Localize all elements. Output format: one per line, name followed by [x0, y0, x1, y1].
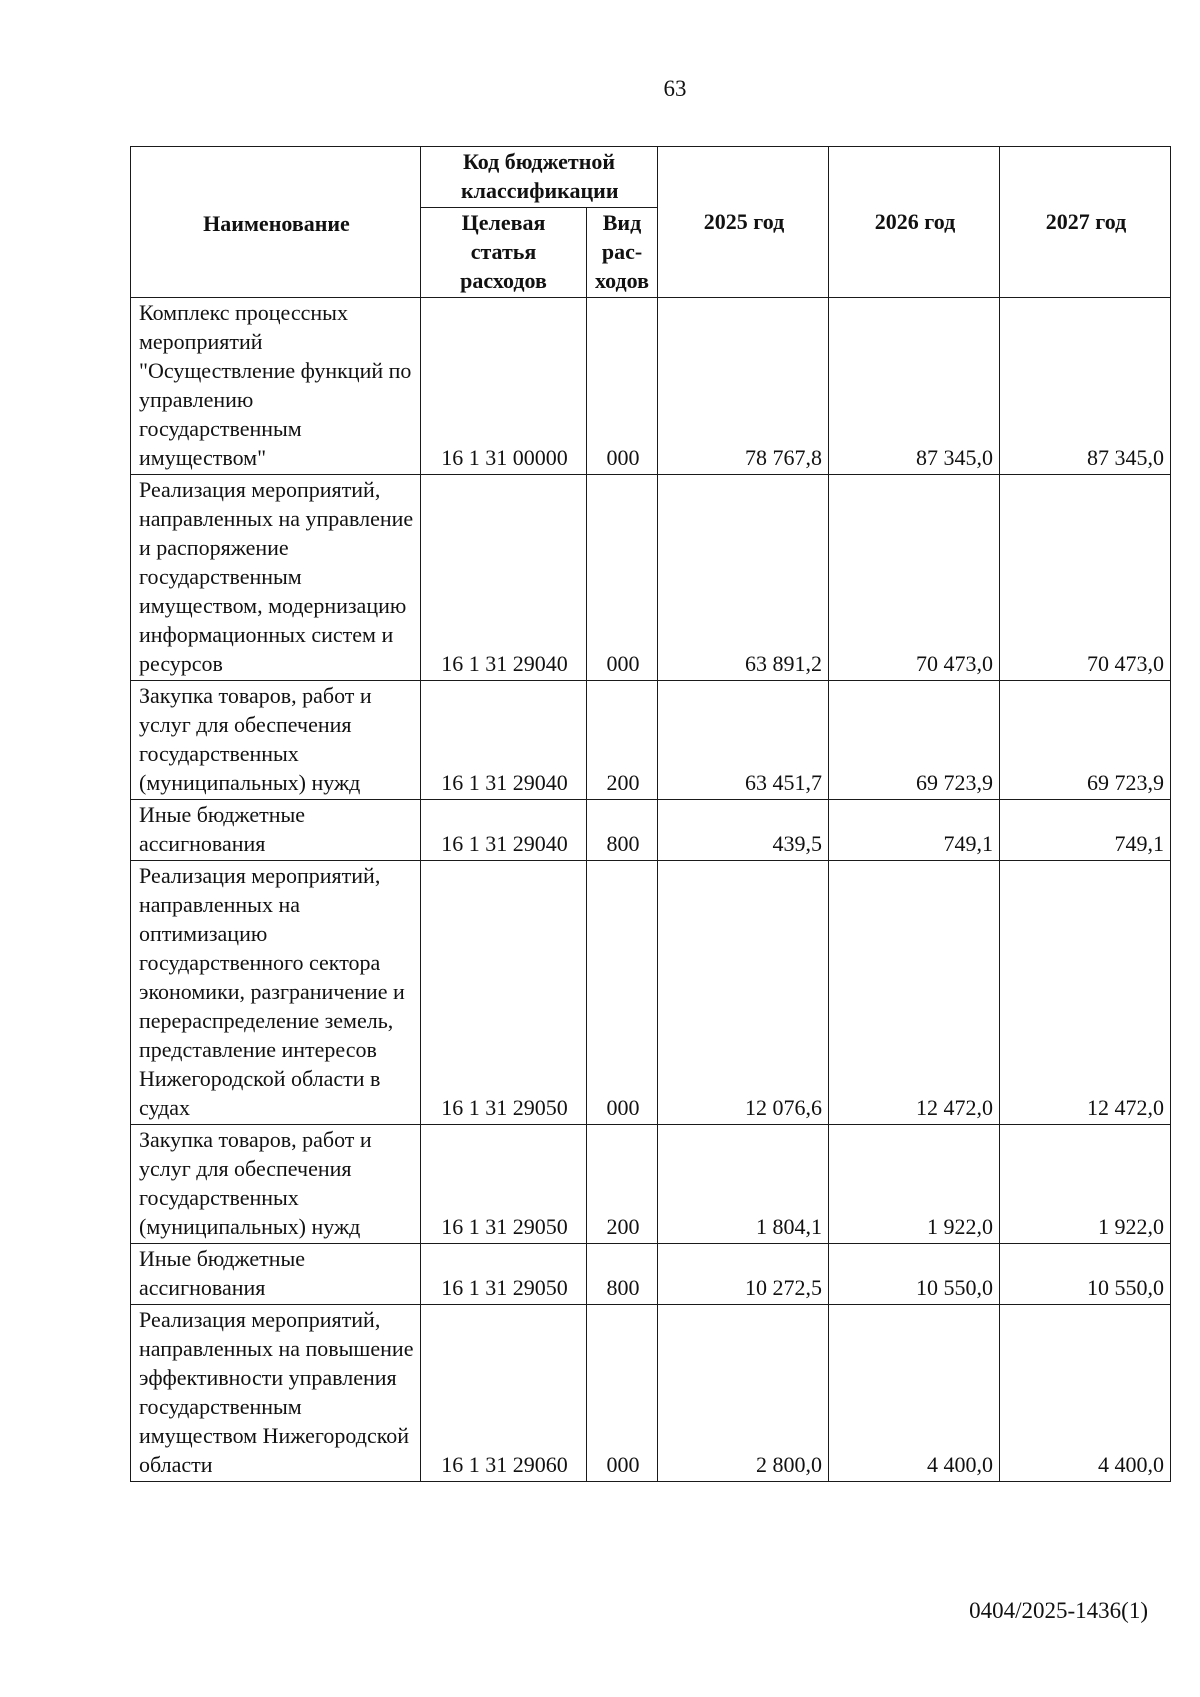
- header-row-1: [131, 147, 1171, 208]
- table-row: [131, 800, 1171, 861]
- table-row: [131, 861, 1171, 1125]
- table-row: [131, 1305, 1171, 1482]
- row-name: Иные бюджетные ассигнования: [131, 1244, 421, 1305]
- row-value-2026: 4 400,0: [829, 1305, 1000, 1482]
- header-name: Наименование: [131, 147, 421, 298]
- row-target-article: 16 1 31 29050: [421, 861, 587, 1125]
- row-name: Закупка товаров, работ и услуг для обеспечения государственных (муниципальных) нужд: [131, 681, 421, 800]
- row-target-article: 16 1 31 00000: [421, 298, 587, 475]
- row-expense-type: 000: [587, 475, 658, 681]
- row-value-2027: 749,1: [1000, 800, 1171, 861]
- header-year-2026: 2026 год: [829, 147, 1000, 298]
- row-value-2025: 63 451,7: [658, 681, 829, 800]
- document-code: 0404/2025-1436(1): [969, 1598, 1148, 1623]
- row-expense-type: 200: [587, 681, 658, 800]
- row-name: Реализация мероприятий, направленных на повышение эффективности управления государственным имуществом Нижегородской области: [131, 1305, 421, 1482]
- row-expense-type: 000: [587, 298, 658, 475]
- table-row: [131, 475, 1171, 681]
- row-value-2025: 63 891,2: [658, 475, 829, 681]
- page-number: 63: [663, 76, 687, 101]
- row-value-2026: 749,1: [829, 800, 1000, 861]
- table-row: [131, 681, 1171, 800]
- header-year-2027: 2027 год: [1000, 147, 1171, 298]
- row-value-2025: 12 076,6: [658, 861, 829, 1125]
- row-name: Иные бюджетные ассигнования: [131, 800, 421, 861]
- table-row: [131, 1125, 1171, 1244]
- row-target-article: 16 1 31 29050: [421, 1244, 587, 1305]
- header-expense-type: Вид рас-ходов: [587, 208, 658, 298]
- header-year-2025: 2025 год: [658, 147, 829, 298]
- row-value-2027: 69 723,9: [1000, 681, 1171, 800]
- row-value-2027: 4 400,0: [1000, 1305, 1171, 1482]
- row-name: Реализация мероприятий, направленных на управление и распоряжение государственным имуществом, модернизацию информационных систем и ресурсов: [131, 475, 421, 681]
- table-body: [131, 298, 1171, 1482]
- budget-table: [130, 146, 1171, 1482]
- row-target-article: 16 1 31 29040: [421, 475, 587, 681]
- row-name: Комплекс процессных мероприятий "Осуществление функций по управлению государственным имуществом": [131, 298, 421, 475]
- row-target-article: 16 1 31 29040: [421, 681, 587, 800]
- row-target-article: 16 1 31 29060: [421, 1305, 587, 1482]
- row-target-article: 16 1 31 29050: [421, 1125, 587, 1244]
- row-expense-type: 000: [587, 1305, 658, 1482]
- row-expense-type: 200: [587, 1125, 658, 1244]
- row-value-2026: 69 723,9: [829, 681, 1000, 800]
- row-value-2026: 12 472,0: [829, 861, 1000, 1125]
- header-target-article: Целевая статья расходов: [421, 208, 587, 298]
- row-value-2027: 70 473,0: [1000, 475, 1171, 681]
- row-name: Закупка товаров, работ и услуг для обеспечения государственных (муниципальных) нужд: [131, 1125, 421, 1244]
- table-row: [131, 298, 1171, 475]
- table-row: [131, 1244, 1171, 1305]
- row-name: Реализация мероприятий, направленных на оптимизацию государственного сектора экономики, разграничение и перераспределение земель, представление интересов Нижегородской области в судах: [131, 861, 421, 1125]
- row-value-2025: 2 800,0: [658, 1305, 829, 1482]
- row-expense-type: 800: [587, 800, 658, 861]
- row-value-2027: 10 550,0: [1000, 1244, 1171, 1305]
- row-expense-type: 000: [587, 861, 658, 1125]
- row-value-2026: 1 922,0: [829, 1125, 1000, 1244]
- row-expense-type: 800: [587, 1244, 658, 1305]
- row-value-2026: 87 345,0: [829, 298, 1000, 475]
- row-value-2025: 78 767,8: [658, 298, 829, 475]
- row-target-article: 16 1 31 29040: [421, 800, 587, 861]
- row-value-2025: 10 272,5: [658, 1244, 829, 1305]
- row-value-2027: 87 345,0: [1000, 298, 1171, 475]
- row-value-2027: 12 472,0: [1000, 861, 1171, 1125]
- row-value-2025: 1 804,1: [658, 1125, 829, 1244]
- row-value-2027: 1 922,0: [1000, 1125, 1171, 1244]
- row-value-2025: 439,5: [658, 800, 829, 861]
- row-value-2026: 10 550,0: [829, 1244, 1000, 1305]
- row-value-2026: 70 473,0: [829, 475, 1000, 681]
- header-budget-code-group: Код бюджетной классификации: [421, 147, 658, 208]
